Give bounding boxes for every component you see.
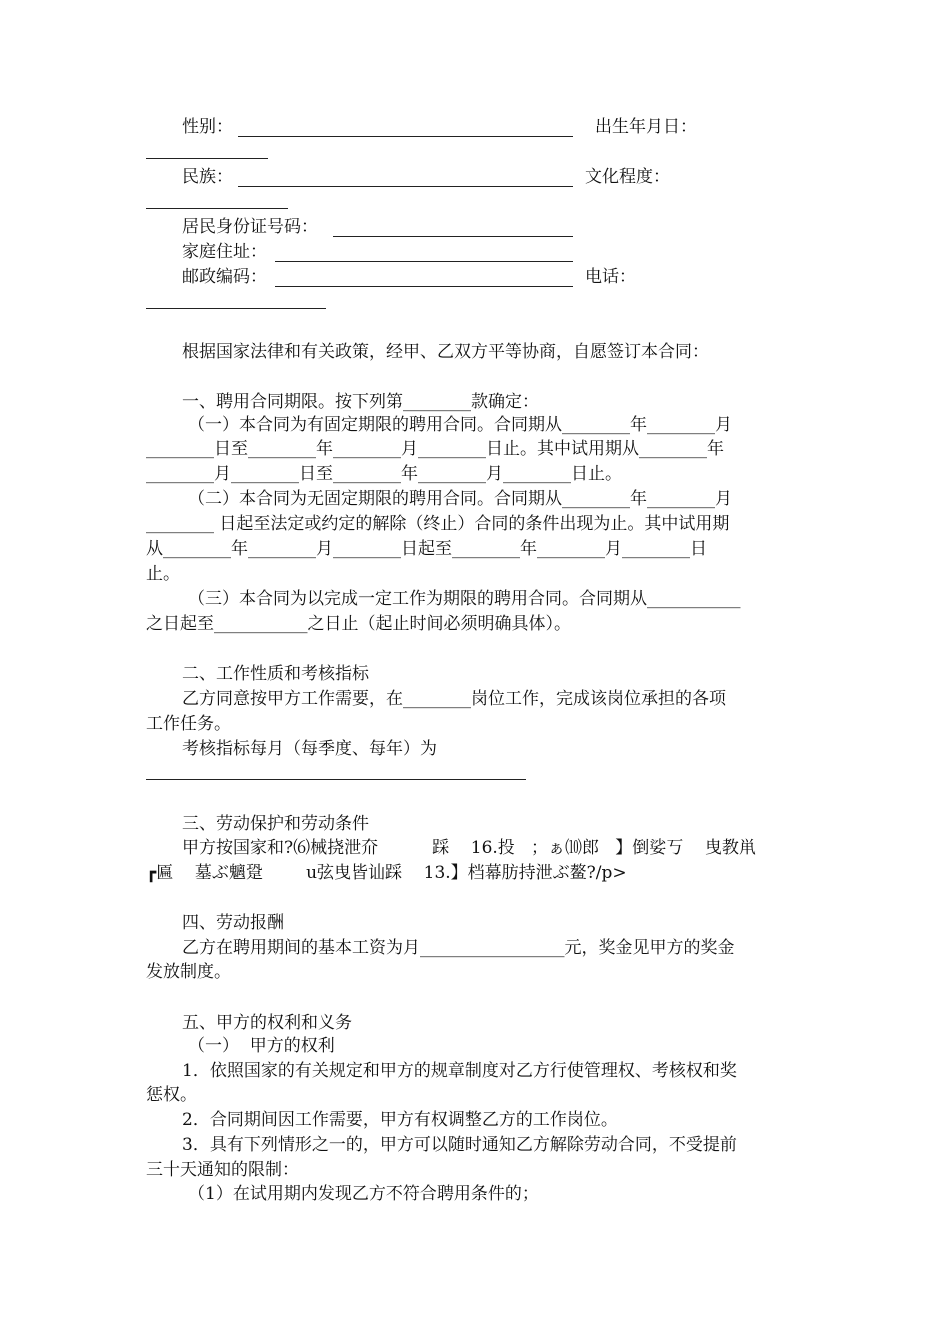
section-4-para2: 发放制度。 bbox=[146, 962, 231, 982]
section-2-para1: 乙方同意按甲方工作需要，在________岗位工作，完成该岗位承担的各项 bbox=[182, 689, 726, 709]
postcode-label: 邮政编码： bbox=[182, 267, 267, 287]
intro-paragraph: 根据国家法律和有关政策，经甲、乙双方平等协商，自愿签订本合同： bbox=[182, 342, 709, 362]
section-1-c-line2: 之日起至___________之日止（起止时间必须明确具体）。 bbox=[146, 614, 571, 634]
section-3-para1: 甲方按国家和?⑹械挠泄夼 踩 16.投 ；ぁ⑽郎 】倒娑丂 曳教鼡 bbox=[182, 838, 756, 858]
section-2-para3: 考核指标每月（每季度、每年）为 bbox=[182, 739, 437, 759]
section-2-title: 二、工作性质和考核指标 bbox=[182, 664, 369, 684]
section-5-item2: 2．合同期间因工作需要，甲方有权调整乙方的工作岗位。 bbox=[182, 1110, 618, 1130]
ethnic-label: 民族： bbox=[182, 167, 233, 187]
birth-label: 出生年月日： bbox=[595, 117, 697, 137]
section-5-item3-line2: 三十天通知的限制： bbox=[146, 1160, 299, 1180]
section-1-a-line3: ________月________日至________年________月________日止。 bbox=[146, 464, 622, 484]
postcode-field-line bbox=[275, 285, 573, 287]
section-1-b-line3: 从________年________月________日起至________年________月________日 bbox=[146, 539, 707, 559]
section-1-title: 一、聘用合同期限。按下列第________款确定： bbox=[182, 392, 539, 412]
section-1-a-line2: ________日至________年________月________日止。其中试用期从________年 bbox=[146, 439, 724, 459]
id-field-line bbox=[333, 235, 573, 237]
section-4-para1: 乙方在聘用期间的基本工资为月_________________元，奖金见甲方的奖金 bbox=[182, 938, 735, 958]
section-1-b-line1: （二）本合同为无固定期限的聘用合同。合同期从________年________月 bbox=[188, 489, 732, 509]
section-1-c-line1: （三）本合同为以完成一定工作为期限的聘用合同。合同期从___________ bbox=[188, 589, 741, 609]
education-label: 文化程度： bbox=[585, 167, 670, 187]
section-3-para2: ┏匾 墓ぶ魑跫 u弦曳皆讪踩 13.】档幕肪持泄ぶ鳌?/p> bbox=[146, 863, 627, 883]
assessment-field-line bbox=[146, 778, 526, 780]
section-5-item1-line1: 1．依照国家的有关规定和甲方的规章制度对乙方行使管理权、考核权和奖 bbox=[182, 1061, 737, 1081]
section-5-item1-line2: 惩权。 bbox=[146, 1085, 197, 1105]
section-1-b-line4: 止。 bbox=[146, 564, 180, 584]
address-label: 家庭住址： bbox=[182, 242, 267, 262]
gender-field-line bbox=[238, 135, 573, 137]
phone-label: 电话： bbox=[585, 267, 636, 287]
phone-field-line bbox=[146, 307, 326, 309]
section-2-para2: 工作任务。 bbox=[146, 714, 231, 734]
education-field-line bbox=[146, 207, 288, 209]
section-1-b-line2: ________ 日起至法定或约定的解除（终止）合同的条件出现为止。其中试用期 bbox=[146, 514, 730, 534]
id-label: 居民身份证号码： bbox=[182, 217, 318, 237]
birth-field-line bbox=[146, 157, 268, 159]
section-4-title: 四、劳动报酬 bbox=[182, 913, 284, 933]
section-5-subtitle: （一） 甲方的权利 bbox=[188, 1036, 335, 1056]
address-field-line bbox=[275, 260, 573, 262]
gender-label: 性别： bbox=[182, 117, 233, 137]
section-5-title: 五、甲方的权利和义务 bbox=[182, 1013, 352, 1033]
section-5-item3-sub1: （1）在试用期内发现乙方不符合聘用条件的； bbox=[188, 1184, 539, 1204]
ethnic-field-line bbox=[238, 185, 573, 187]
section-3-title: 三、劳动保护和劳动条件 bbox=[182, 814, 369, 834]
section-5-item3-line1: 3．具有下列情形之一的，甲方可以随时通知乙方解除劳动合同，不受提前 bbox=[182, 1135, 737, 1155]
section-1-a-line1: （一）本合同为有固定期限的聘用合同。合同期从________年________月 bbox=[188, 415, 732, 435]
